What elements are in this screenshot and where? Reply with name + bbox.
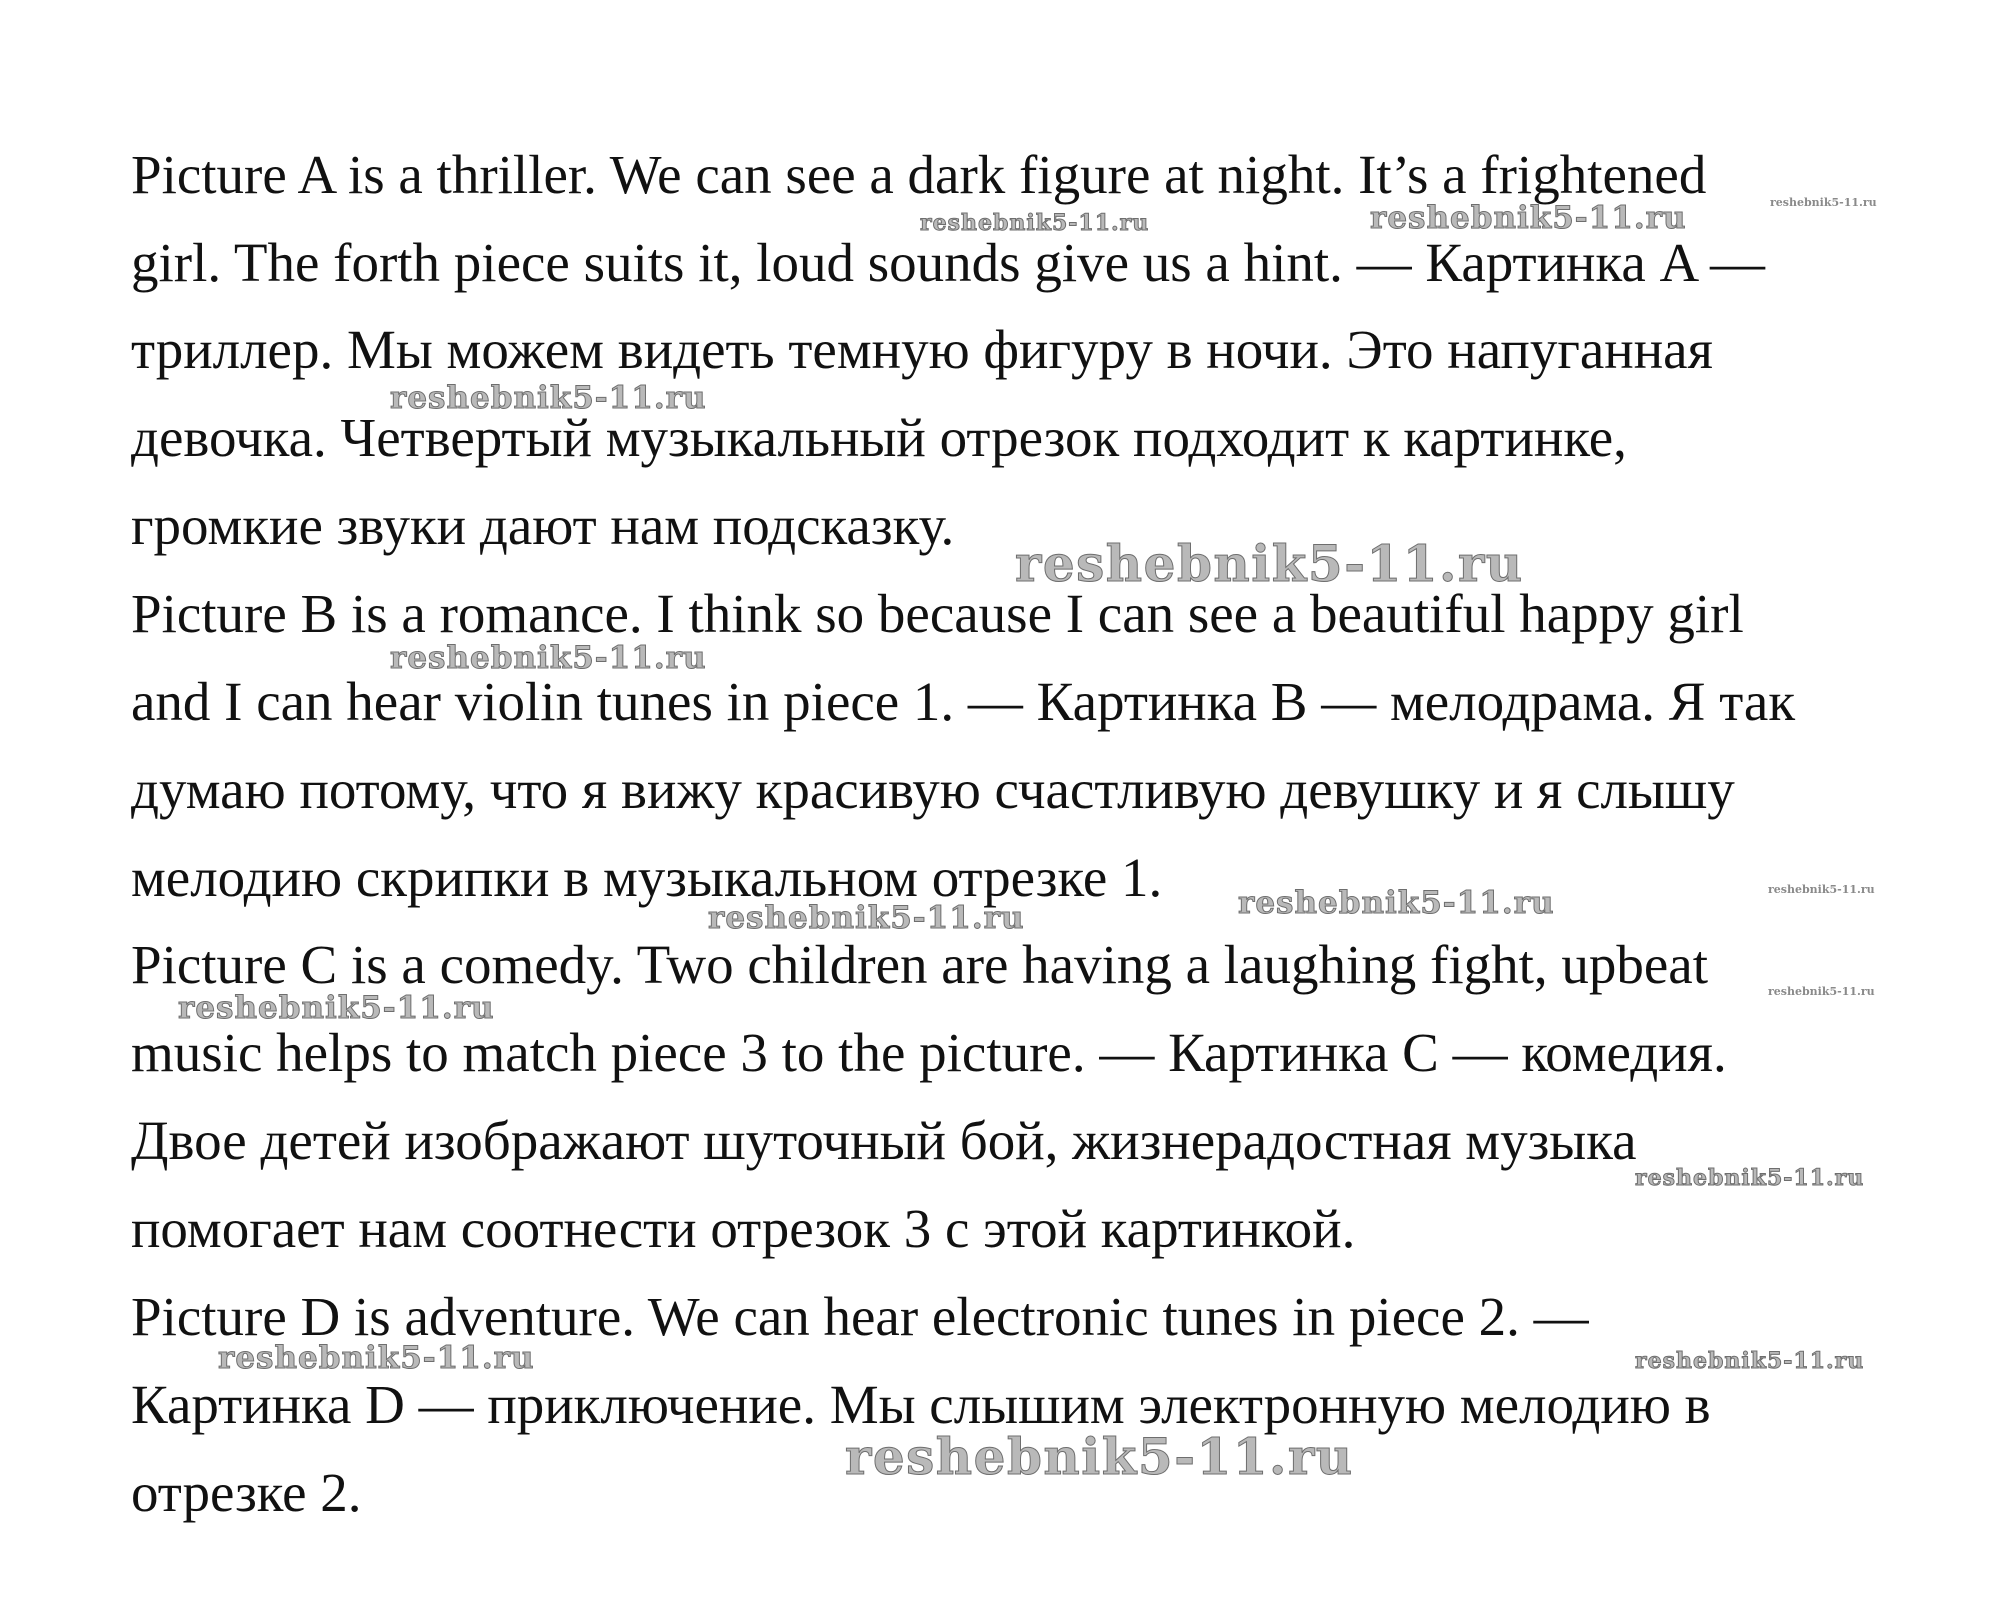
watermark: reshebnik5-11.ru [178,990,495,1026]
watermark: reshebnik5-11.ru [218,1340,535,1376]
watermark: reshebnik5-11.ru [1635,1348,1865,1374]
text-line-2: girl. The forth piece suits it, loud sounds give us a hint. — Картинка A — [131,232,1765,293]
text-line-4: девочка. Четвертый музыкальный отрезок подходит к картинке, [131,407,1627,468]
watermark: reshebnik5-11.ru [1768,883,1875,896]
text-line-6: Picture B is a romance. I think so because I can see a beautiful happy girl [131,583,1744,644]
text-line-12: Двое детей изображают шуточный бой, жизнерадостная музыка [131,1110,1637,1171]
watermark: reshebnik5-11.ru [708,900,1025,936]
text-line-3: триллер. Мы можем видеть темную фигуру в ночи. Это напуганная [131,319,1713,380]
watermark: reshebnik5-11.ru [845,1427,1354,1486]
watermark: reshebnik5-11.ru [920,210,1150,236]
text-line-9: мелодию скрипки в музыкальном отрезке 1. [131,847,1163,908]
text-line-8: думаю потому, что я вижу красивую счастливую девушку и я слышу [131,759,1735,820]
text-line-13: помогает нам соотнести отрезок 3 с этой картинкой. [131,1198,1356,1259]
text-line-11: music helps to match piece 3 to the picture. — Картинка C — комедия. [131,1022,1727,1083]
text-line-5: громкие звуки дают нам подсказку. [131,495,955,556]
watermark: reshebnik5-11.ru [1238,885,1555,921]
text-line-1: Picture A is a thriller. We can see a dark figure at night. It’s a frightened [131,144,1707,205]
watermark: reshebnik5-11.ru [390,380,707,416]
text-line-16: отрезке 2. [131,1462,362,1523]
text-line-15: Картинка D — приключение. Мы слышим электронную мелодию в [131,1374,1711,1435]
watermark: reshebnik5-11.ru [1768,985,1875,998]
watermark: reshebnik5-11.ru [1770,196,1877,209]
watermark: reshebnik5-11.ru [1015,534,1524,593]
text-line-14: Picture D is adventure. We can hear electronic tunes in piece 2. — [131,1286,1589,1347]
watermark: reshebnik5-11.ru [1635,1165,1865,1191]
text-line-7: and I can hear violin tunes in piece 1. — Картинка B — мелодрама. Я так [131,671,1796,732]
text-line-10: Picture C is a comedy. Two children are having a laughing fight, upbeat [131,934,1708,995]
watermark: reshebnik5-11.ru [1370,200,1687,236]
watermark: reshebnik5-11.ru [390,640,707,676]
